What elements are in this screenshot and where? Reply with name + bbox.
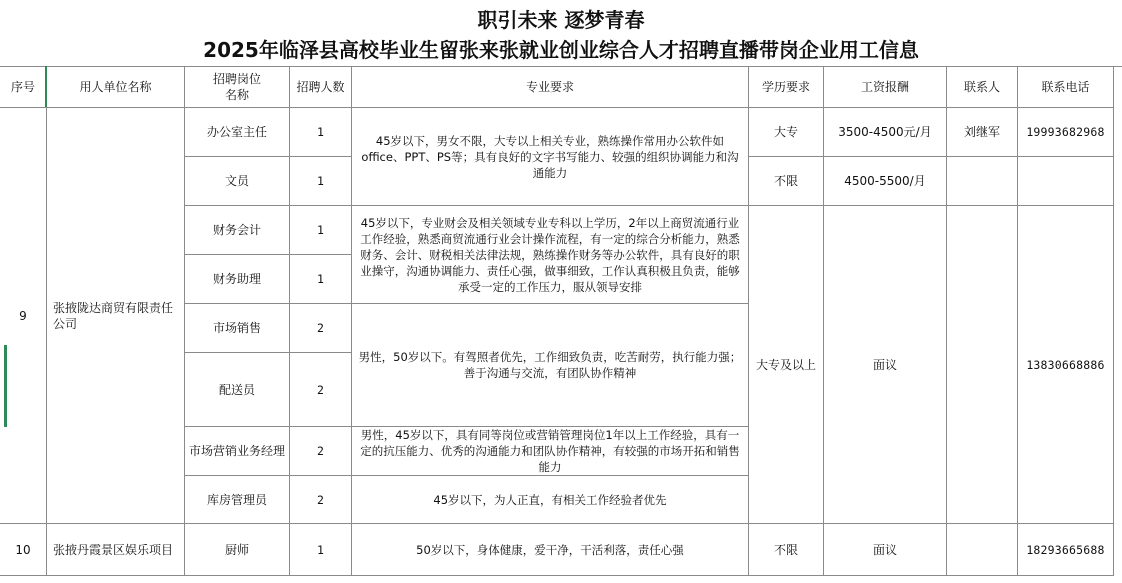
company10-phone: 18293665688 bbox=[1018, 524, 1114, 576]
education-clerk: 不限 bbox=[749, 157, 824, 206]
position-accountant: 财务会计 bbox=[185, 206, 290, 255]
company10-seq: 10 bbox=[0, 524, 47, 576]
title-line-2: 2025年临泽县高校毕业生留张来张就业创业综合人才招聘直播带岗企业用工信息 bbox=[203, 38, 919, 62]
requirement-manager: 男性，45岁以下，具有同等岗位或营销管理岗位1年以上工作经验，具有一定的抗压能力、优秀的沟通能力和团队协作精神，有较强的市场开拓和销售能力 bbox=[352, 427, 749, 476]
column-selection-indicator bbox=[45, 66, 47, 107]
position-clerk: 文员 bbox=[185, 157, 290, 206]
phone-office: 19993682968 bbox=[1018, 108, 1114, 157]
count-clerk: 1 bbox=[290, 157, 352, 206]
count-warehouse: 2 bbox=[290, 476, 352, 524]
count-office-director: 1 bbox=[290, 108, 352, 157]
position-marketing-manager: 市场营销业务经理 bbox=[185, 427, 290, 476]
header-requirement: 专业要求 bbox=[352, 67, 749, 108]
company10-name: 张掖丹霞景区娱乐项目 bbox=[47, 524, 185, 576]
header-phone: 联系电话 bbox=[1018, 67, 1114, 108]
header-seq: 序号 bbox=[0, 67, 47, 108]
header-position: 招聘岗位 名称 bbox=[185, 67, 290, 108]
title-line-1: 职引未来 逐梦青春 bbox=[477, 8, 645, 32]
salary-clerk: 4500-5500/月 bbox=[824, 157, 947, 206]
header-contact: 联系人 bbox=[947, 67, 1018, 108]
header-employer: 用人单位名称 bbox=[47, 67, 185, 108]
requirement-finance: 45岁以下，专业财会及相关领域专业专科以上学历，2年以上商贸流通行业工作经验，熟悉商贸流通行业会计操作流程，有一定的综合分析能力，熟悉财务、会计、财税相关法律法规，熟练操作财务等办公软件，具有良好的职业操守，沟通协调能力、责任心强，做事细致，工作认真积极且负责，能够承受一定的工作压力，服从领导安排 bbox=[352, 206, 749, 304]
position-market-sales: 市场销售 bbox=[185, 304, 290, 353]
header-salary: 工资报酬 bbox=[824, 67, 947, 108]
education-office: 大专 bbox=[749, 108, 824, 157]
row-selection-indicator bbox=[4, 345, 7, 427]
count-marketing-manager: 2 bbox=[290, 427, 352, 476]
position-finance-assistant: 财务助理 bbox=[185, 255, 290, 304]
contact-company9: 刘继军 bbox=[947, 108, 1018, 157]
salary-office: 3500-4500元/月 bbox=[824, 108, 947, 157]
company9-seq: 9 bbox=[0, 108, 47, 524]
requirement-office: 45岁以下，男女不限，大专以上相关专业，熟练操作常用办公软件如office、PPT、PS等；具有良好的文字书写能力、较强的组织协调能力和沟通能力 bbox=[352, 108, 749, 206]
education-rest: 大专及以上 bbox=[749, 206, 824, 524]
count-accountant: 1 bbox=[290, 206, 352, 255]
company10-education: 不限 bbox=[749, 524, 824, 576]
company10-count: 1 bbox=[290, 524, 352, 576]
contact-empty bbox=[947, 157, 1018, 206]
contact-rest-empty bbox=[947, 206, 1018, 524]
count-market-sales: 2 bbox=[290, 304, 352, 353]
company10-salary: 面议 bbox=[824, 524, 947, 576]
header-count: 招聘人数 bbox=[290, 67, 352, 108]
count-finance-assistant: 1 bbox=[290, 255, 352, 304]
position-delivery: 配送员 bbox=[185, 353, 290, 427]
position-office-director: 办公室主任 bbox=[185, 108, 290, 157]
company10-requirement: 50岁以下，身体健康，爱干净，干活利落，责任心强 bbox=[352, 524, 749, 576]
company9-name: 张掖陇达商贸有限责任公司 bbox=[47, 108, 185, 524]
header-education: 学历要求 bbox=[749, 67, 824, 108]
company10-position: 厨师 bbox=[185, 524, 290, 576]
phone-rest: 13830668886 bbox=[1018, 206, 1114, 524]
requirement-sales: 男性，50岁以下。有驾照者优先，工作细致负责，吃苦耐劳，执行能力强；善于沟通与交流，有团队协作精神 bbox=[352, 304, 749, 427]
salary-rest: 面议 bbox=[824, 206, 947, 524]
requirement-warehouse: 45岁以下，为人正直，有相关工作经验者优先 bbox=[352, 476, 749, 524]
position-warehouse: 库房管理员 bbox=[185, 476, 290, 524]
count-delivery: 2 bbox=[290, 353, 352, 427]
phone-empty bbox=[1018, 157, 1114, 206]
company10-contact bbox=[947, 524, 1018, 576]
